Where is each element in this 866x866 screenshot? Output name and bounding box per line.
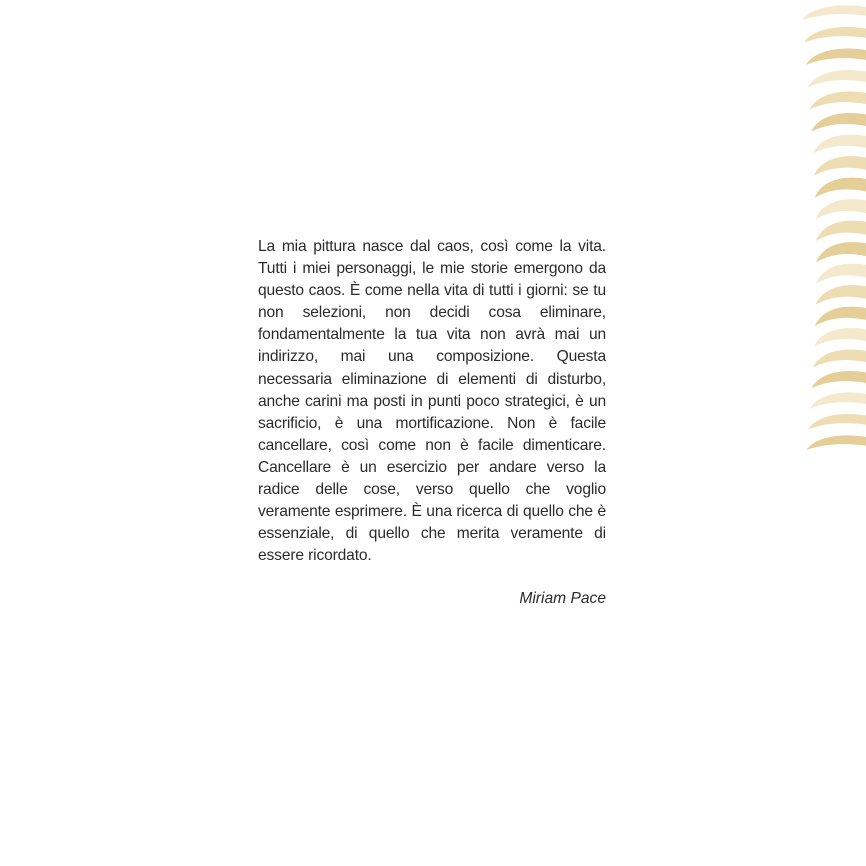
fern-leaflet bbox=[816, 285, 866, 305]
fern-leaflet bbox=[811, 113, 866, 132]
fern-leaflet bbox=[813, 135, 866, 154]
fern-leaflet bbox=[810, 92, 866, 110]
fern-leaflet bbox=[811, 371, 866, 388]
fern-leaflet bbox=[816, 242, 866, 262]
quote-block bbox=[258, 236, 606, 607]
quote-paragraph: La mia pittura nasce dal caos, così come la vita. Tutti i miei personaggi, le mie storie emergono da questo caos. È come nella vita di tutti i giorni: se tu non selezioni, non decidi cosa eliminare, fondamentalmente la tua vita non avrà mai un indirizzo, mai una composizione. Questa necessaria eliminazione di elementi di disturbo, anche carini ma posti in punti poco strategici, è un sacrificio, è una mortificazione. Non è facile cancellare, così come non è facile dimenticare. Cancellare è un esercizio per andare verso la radice delle cose, verso quello che voglio veramente esprimere. È una ricerca di quello che è essenziale, di quello che merita veramente di essere ricordato. bbox=[258, 238, 606, 565]
fern-leaflet bbox=[806, 48, 866, 64]
quote-author: Miriam Pace bbox=[519, 590, 606, 607]
fern-leaflet bbox=[804, 27, 866, 42]
fern-leaf-ornament bbox=[796, 0, 866, 470]
fern-leaflet bbox=[802, 5, 866, 20]
fern-leaflet bbox=[814, 328, 866, 347]
fern-leaflet bbox=[806, 435, 866, 450]
fern-leaflet bbox=[813, 350, 866, 368]
fern-leaflet bbox=[815, 199, 866, 219]
fern-leaflet bbox=[816, 264, 866, 284]
fern-leaflet bbox=[814, 156, 866, 176]
fern-leaflet bbox=[816, 221, 866, 241]
fern-leaflet bbox=[815, 307, 866, 326]
fern-leaf-graphic bbox=[796, 0, 866, 470]
fern-leaflet bbox=[810, 392, 866, 408]
fern-leaflet bbox=[808, 414, 866, 429]
fern-leaflet bbox=[808, 70, 866, 87]
fern-leaflet bbox=[815, 178, 866, 198]
